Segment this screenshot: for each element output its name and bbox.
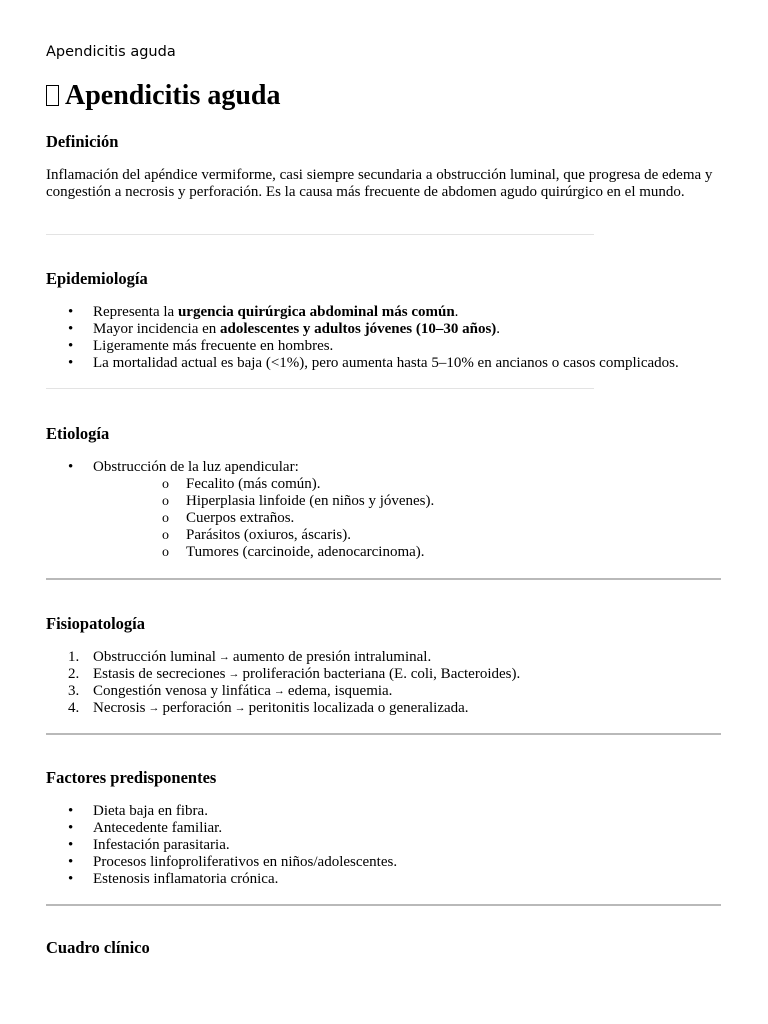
heading-definicion: Definición	[46, 132, 119, 151]
list-item: • Infestación parasitaria.	[46, 837, 397, 854]
ordered-list-item: 1. Obstrucción luminal → aumento de presión intraluminal.	[68, 649, 432, 665]
arrow-right-icon: →	[218, 651, 230, 663]
sub-list-item: o Fecalito (más común).	[93, 476, 434, 493]
missing-glyph-icon	[46, 85, 59, 106]
arrow-right-icon: →	[148, 702, 160, 714]
heading-fisiopatologia: Fisiopatología	[46, 614, 146, 633]
ordered-list-item: 4. Necrosis → perforación → peritonitis localizada o generalizada.	[68, 700, 469, 716]
factores-list	[46, 803, 397, 888]
divider	[46, 388, 594, 389]
divider	[46, 733, 721, 735]
list-item: • Representa la urgencia quirúrgica abdominal más común.	[46, 304, 679, 321]
fisiopatologia-list	[46, 649, 520, 717]
arrow-right-icon: →	[273, 685, 285, 697]
heading-epidemiologia: Epidemiología	[46, 269, 148, 288]
list-item: • Ligeramente más frecuente en hombres.	[46, 338, 679, 355]
sub-list-item: o Hiperplasia linfoide (en niños y jóvenes).	[93, 493, 434, 510]
ordered-list-item: 3. Congestión venosa y linfática → edema, isquemia.	[68, 683, 393, 699]
list-item: • Estenosis inflamatoria crónica.	[46, 871, 397, 888]
sub-list-item: o Tumores (carcinoide, adenocarcinoma).	[93, 544, 434, 561]
list-item: • Antecedente familiar.	[46, 820, 397, 837]
epidemiologia-list	[46, 304, 679, 372]
list-item: • Procesos linfoproliferativos en niños/adolescentes.	[46, 854, 397, 871]
ordered-list-item: 2. Estasis de secreciones → proliferación bacteriana (E. coli, Bacteroides).	[68, 666, 521, 682]
list-item: • Dieta baja en fibra.	[46, 803, 397, 820]
etiologia-list	[46, 459, 434, 561]
heading-etiologia: Etiología	[46, 424, 110, 443]
definicion-text: Inflamación del apéndice vermiforme, casi siempre secundaria a obstrucción luminal, que progresa de edema y congestión a necrosis y perforación. Es la causa más frecuente de abdomen agudo quirúrgico en el mundo.	[46, 167, 713, 200]
sub-list-item: o Parásitos (oxiuros, áscaris).	[93, 527, 434, 544]
heading-factores: Factores predisponentes	[46, 768, 217, 787]
heading-cuadro-clinico: Cuadro clínico	[46, 938, 150, 957]
divider	[46, 234, 594, 235]
sub-list-item: o Cuerpos extraños.	[93, 510, 434, 527]
page-title-text: Apendicitis aguda	[65, 80, 281, 111]
document-header: Apendicitis aguda	[46, 44, 176, 60]
page-title	[46, 80, 281, 112]
divider	[46, 904, 721, 906]
divider	[46, 578, 721, 580]
arrow-right-icon: →	[234, 702, 246, 714]
list-item: • Obstrucción de la luz apendicular: o Fecalito (más común). o Hiperplasia linfoide (en niños y jóvenes). o Cuerpos extraños. o Parásitos (oxiuros, áscaris). o Tumores (carcinoide, adenocarcinoma).	[46, 459, 434, 561]
list-item: • La mortalidad actual es baja (<1%), pero aumenta hasta 5–10% en ancianos o casos complicados.	[46, 355, 679, 372]
etiologia-sublist	[93, 476, 434, 561]
arrow-right-icon: →	[228, 668, 240, 680]
list-item: • Mayor incidencia en adolescentes y adultos jóvenes (10–30 años).	[46, 321, 679, 338]
